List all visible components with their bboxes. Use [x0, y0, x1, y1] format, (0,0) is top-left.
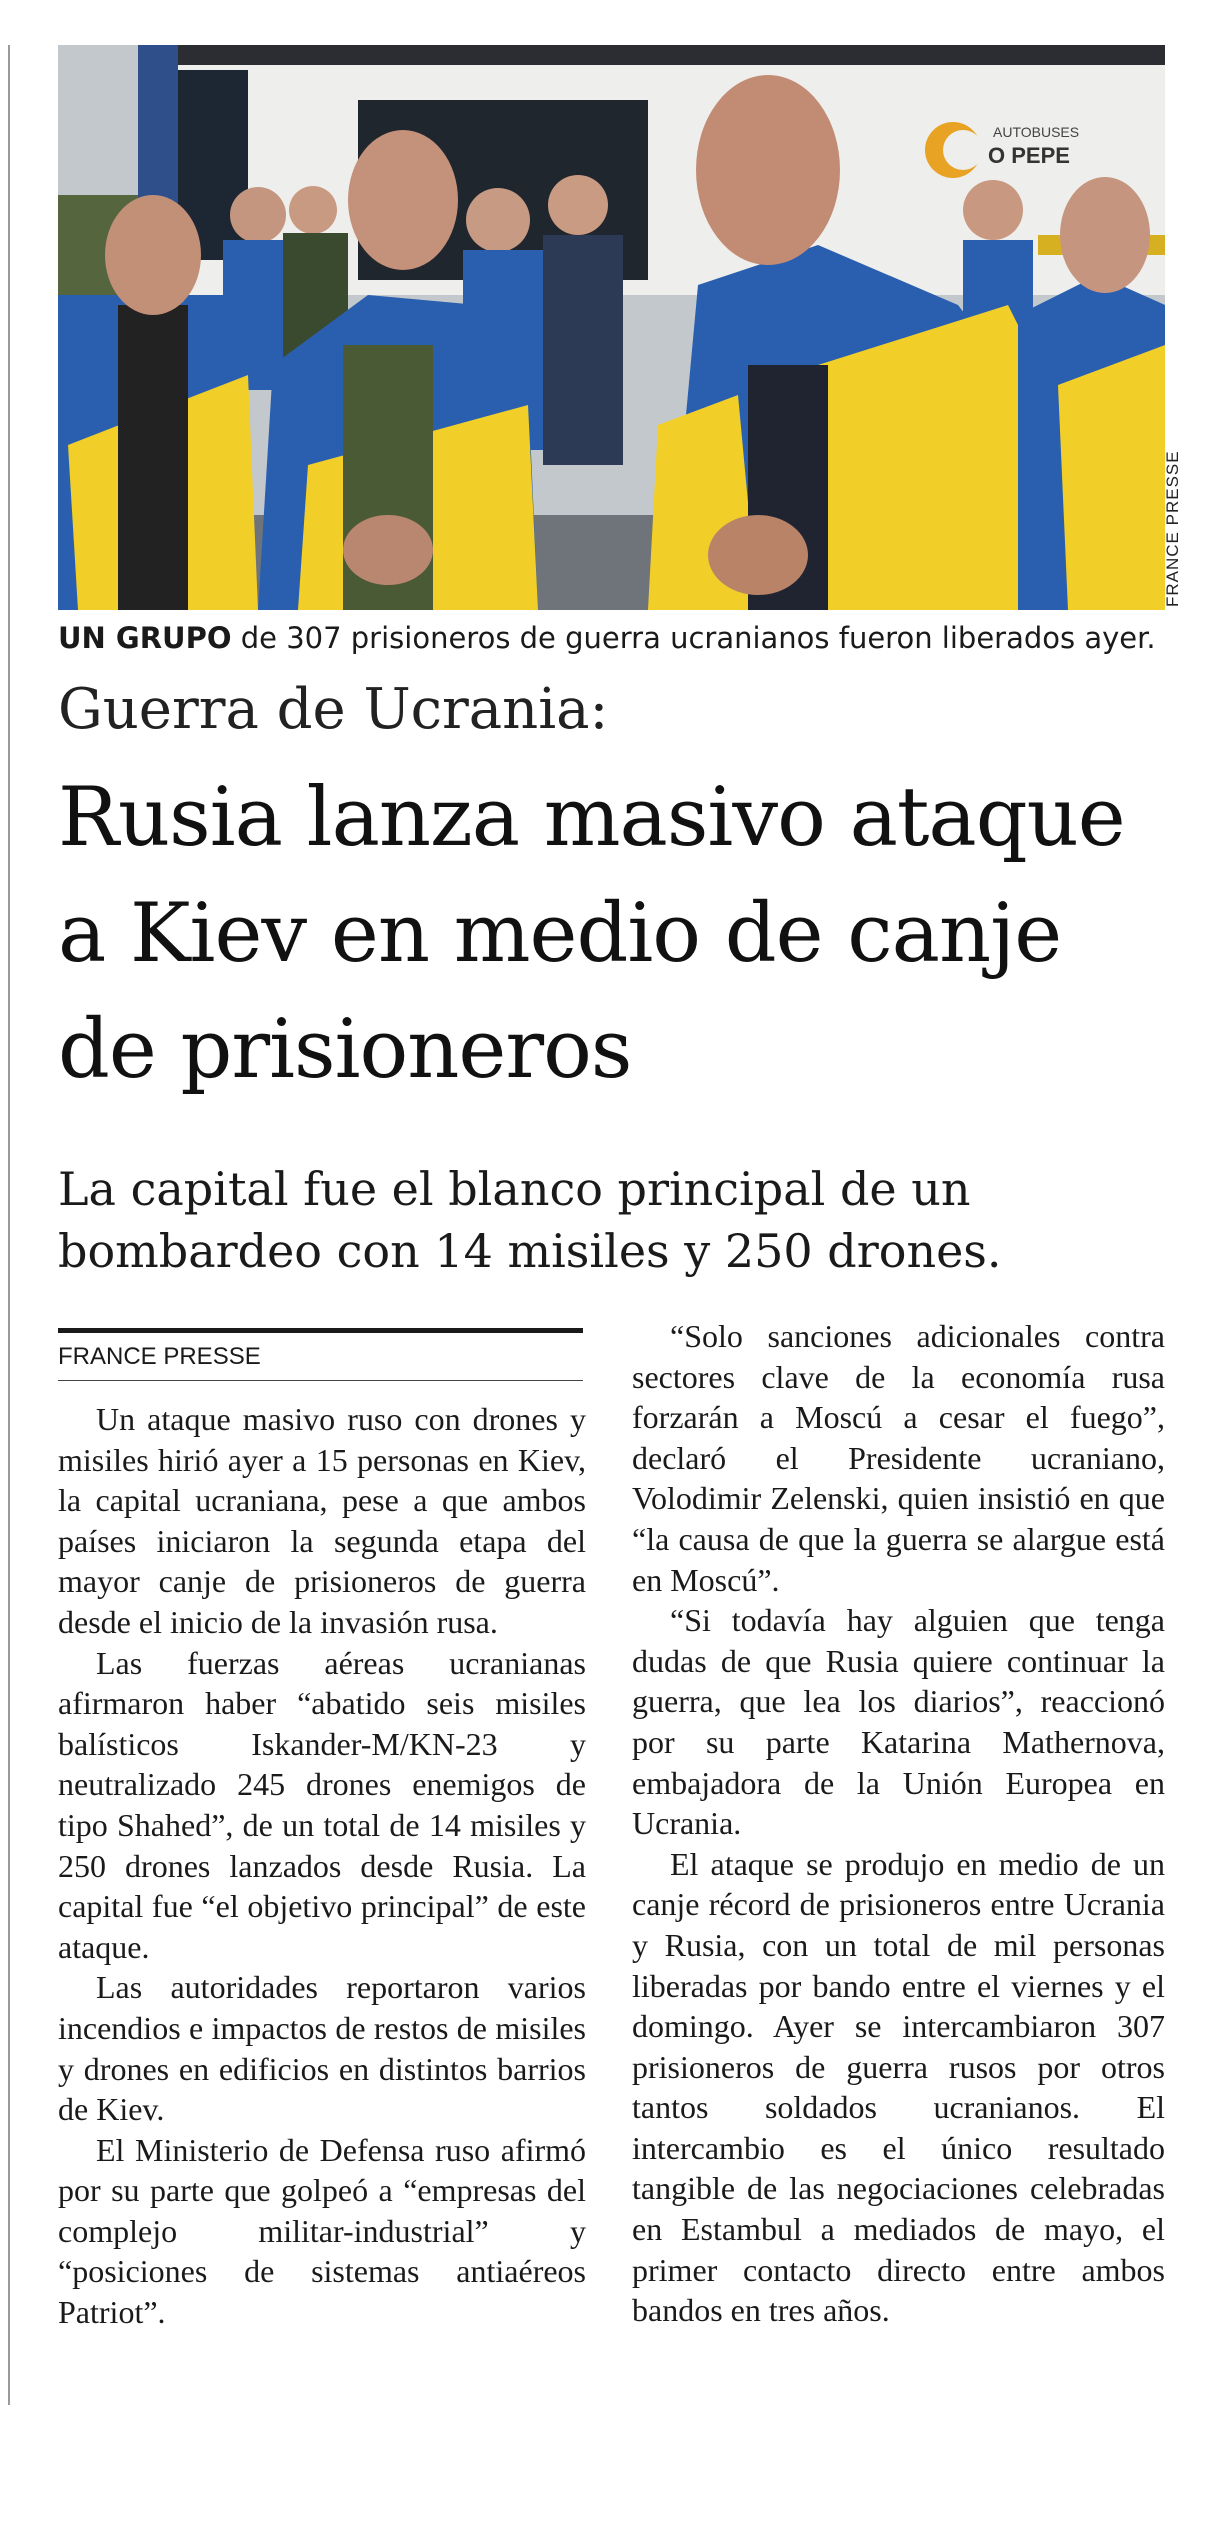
- bus-sign-line1: AUTOBUSES: [993, 124, 1080, 140]
- body-paragraph: “Solo sanciones adicionales contra sectores clave de la economía rusa forzarán a Moscú a cesar el fuego”, declaró el Presidente ucraniano, Volodimir Zelenski, quien insistió en que “la causa de que la guerra se alargue está en Moscú”.: [632, 1318, 1165, 1598]
- body-paragraph: Las autoridades reportaron varios incendios e impactos de restos de misiles y drones en edificios en distintos barrios de Kiev.: [58, 1969, 586, 2128]
- body-paragraph: “Si todavía hay alguien que tenga dudas de que Rusia quiere continuar la guerra, que lea los diarios”, reaccionó por su parte Katarina Mathernova, embajadora de la Unión Europea en Ucrania.: [632, 1602, 1165, 1842]
- news-photo: [58, 45, 1165, 610]
- body-paragraph: El Ministerio de Defensa ruso afirmó por su parte que golpeó a “empresas del complejo militar-industrial” y “posiciones de sistemas antiaéreos Patriot”.: [58, 2131, 586, 2331]
- body-column-right: [632, 1316, 1165, 2331]
- body-paragraph: Un ataque masivo ruso con drones y misiles hirió ayer a 15 personas en Kiev, la capital ucraniana, pese a que ambos países iniciaron la segunda etapa del mayor canje de prisioneros de guerra desde el inicio de la invasión rusa.: [58, 1401, 586, 1640]
- byline: FRANCE PRESSE: [58, 1343, 261, 1370]
- caption-lead: UN GRUPO: [58, 621, 232, 655]
- body-column-left: [58, 1399, 586, 2333]
- caption-text: de 307 prisioneros de guerra ucranianos fueron liberados ayer.: [231, 621, 1156, 655]
- headline: Rusia lanza masivo ataque a Kiev en medio de canje de prisioneros: [58, 771, 1125, 1097]
- kicker: Guerra de Ucrania:: [58, 677, 609, 742]
- byline-top-rule: [58, 1328, 583, 1333]
- prisoners-photo-illustration: [58, 45, 1165, 610]
- byline-bottom-rule: [58, 1380, 583, 1381]
- subhead: La capital fue el blanco principal de un bombardeo con 14 misiles y 250 drones.: [58, 1162, 1002, 1278]
- photo-credit: FRANCE PRESSE: [1163, 450, 1182, 607]
- photo-caption: [58, 618, 1168, 658]
- bus-sign-line2: O PEPE: [988, 143, 1070, 168]
- body-paragraph: Las fuerzas aéreas ucranianas afirmaron haber “abatido seis misiles balísticos Iskander-M/KN-23 y neutralizado 245 drones enemigos de tipo Shahed”, de un total de 14 misiles y 250 drones lanzados desde Rusia. La capital fue “el objetivo principal” de este ataque.: [58, 1644, 586, 1965]
- page-left-rule: [8, 45, 10, 2405]
- body-paragraph: El ataque se produjo en medio de un canje récord de prisioneros entre Ucrania y Rusia, con un total de mil personas liberadas por bando entre el viernes y el domingo. Ayer se intercambiaron 307 prisioneros de guerra rusos por otros tantos soldados ucranianos. El intercambio es el único resultado tangible de las negociaciones celebradas en Estambul a mediados de mayo, el primer contacto directo entre ambos bandos en tres años.: [632, 1845, 1165, 2329]
